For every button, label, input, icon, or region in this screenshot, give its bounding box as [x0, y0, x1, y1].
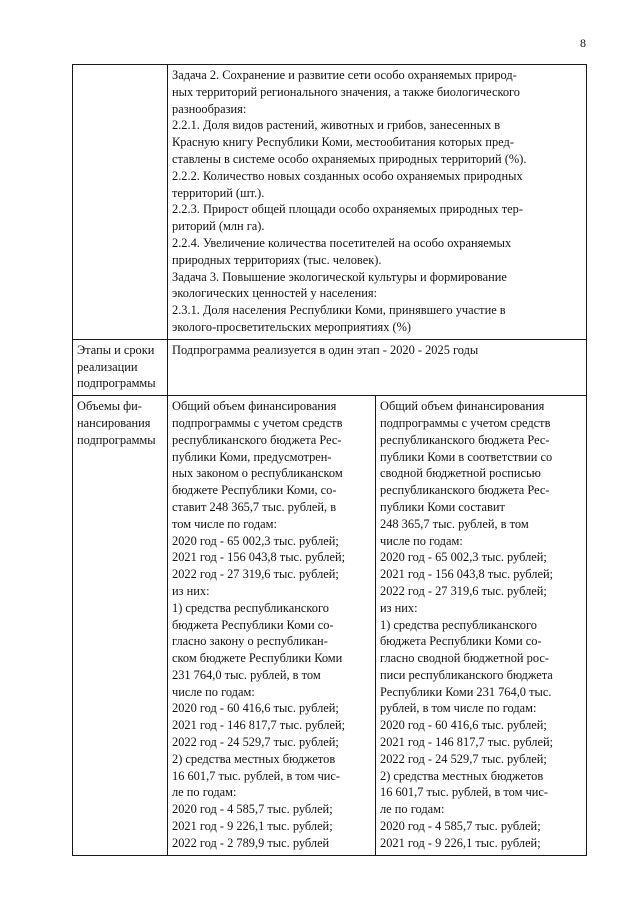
financing-budget-list-cell	[376, 396, 587, 856]
financing-law-line: ском бюджете Республики Коми	[172, 651, 343, 666]
financing-law-line: из них:	[172, 583, 210, 598]
financing-budget-line: публики Коми в соответствии со	[380, 449, 553, 464]
financing-budget-line: числе по годам:	[380, 533, 463, 548]
financing-law-line: бюджете Республики Коми, со-	[172, 483, 337, 498]
stages-label-line: Этапы и сроки	[77, 342, 155, 357]
financing-budget-line: ле по годам:	[380, 802, 445, 817]
financing-budget-line: 2021 год - 9 226,1 тыс. рублей;	[380, 835, 541, 850]
financing-law-line: 1) средства республиканского	[172, 600, 329, 615]
tasks-line: риторий (млн га).	[172, 219, 265, 234]
financing-law-line: 2022 год - 2 789,9 тыс. рублей	[172, 835, 330, 850]
tasks-line: Красную книгу Республики Коми, местообитания которых пред-	[172, 135, 514, 150]
tasks-label-cell	[73, 65, 168, 340]
financing-budget-line: из них:	[380, 600, 418, 615]
tasks-line: 2.2.1. Доля видов растений, животных и грибов, занесенных в	[172, 118, 501, 133]
financing-law-line: 2021 год - 146 817,7 тыс. рублей;	[172, 718, 346, 733]
tasks-line: 2.2.2. Количество новых созданных особо охраняемых природных	[172, 168, 523, 183]
tasks-line: природных территориях (тыс. человек).	[172, 252, 382, 267]
financing-budget-line: рублей, в том числе по годам:	[380, 701, 537, 716]
financing-law-line: 2020 год - 60 416,6 тыс. рублей;	[172, 701, 339, 716]
tasks-line: 2.2.3. Прирост общей площади особо охраняемых природных тер-	[172, 202, 523, 217]
financing-law-line: 2020 год - 65 002,3 тыс. рублей;	[172, 533, 339, 548]
financing-law-line: республиканского бюджета Рес-	[172, 432, 342, 447]
financing-label-line: Объемы фи-	[77, 399, 142, 414]
tasks-line: Задача 2. Сохранение и развитие сети особо охраняемых природ-	[172, 68, 517, 82]
financing-law-line: 2021 год - 156 043,8 тыс. рублей;	[172, 550, 346, 565]
financing-law-cell	[168, 396, 376, 856]
tasks-line: 2.2.4. Увеличение количества посетителей на особо охраняемых	[172, 235, 512, 250]
stages-value-cell	[168, 339, 587, 395]
financing-budget-line: гласно сводной бюджетной рос-	[380, 651, 549, 666]
financing-law-line: 2022 год - 27 319,6 тыс. рублей;	[172, 567, 339, 582]
financing-budget-line: республиканского бюджета Рес-	[380, 432, 550, 447]
tasks-line: экологических ценностей у населения:	[172, 286, 378, 301]
stages-label-line: реализации	[77, 359, 138, 374]
financing-law-line: 2) средства местных бюджетов	[172, 751, 336, 766]
financing-label-line: подпрограммы	[77, 432, 156, 447]
financing-budget-line: бюджета Республики Коми со-	[380, 634, 542, 649]
financing-budget-line: 2) средства местных бюджетов	[380, 768, 544, 783]
financing-law-line: том числе по годам:	[172, 516, 277, 531]
subprogram-passport-table	[72, 64, 587, 856]
stages-value: Подпрограмма реализуется в один этап - 2020 - 2025 годы	[172, 342, 479, 357]
financing-budget-line: подпрограммы с учетом средств	[380, 415, 551, 430]
tasks-row	[73, 65, 587, 340]
financing-budget-line: 1) средства республиканского	[380, 617, 537, 632]
financing-law-line: Общий объем финансирования	[172, 399, 337, 414]
financing-law-line: 2021 год - 9 226,1 тыс. рублей;	[172, 819, 333, 834]
page-number: 8	[580, 36, 586, 50]
tasks-line: Задача 3. Повышение экологической культуры и формирование	[172, 269, 507, 284]
financing-budget-line: 16 601,7 тыс. рублей, в том чис-	[380, 785, 549, 800]
financing-label-cell	[73, 396, 168, 856]
financing-budget-line: Республики Коми 231 764,0 тыс.	[380, 684, 552, 699]
tasks-line: разнообразия:	[172, 101, 247, 116]
financing-budget-line: публики Коми составит	[380, 499, 505, 514]
financing-law-line: ставит 248 365,7 тыс. рублей, в	[172, 499, 337, 514]
financing-budget-line: Общий объем финансирования	[380, 399, 545, 414]
financing-law-line: ле по годам:	[172, 785, 237, 800]
tasks-line: 2.3.1. Доля населения Республики Коми, принявшего участие в	[172, 303, 506, 318]
financing-law-line: 231 764,0 тыс. рублей, в том	[172, 667, 321, 682]
financing-budget-line: 2020 год - 65 002,3 тыс. рублей;	[380, 550, 547, 565]
tasks-cell	[168, 65, 587, 340]
financing-budget-line: 2020 год - 60 416,6 тыс. рублей;	[380, 718, 547, 733]
financing-budget-line: 248 365,7 тыс. рублей, в том	[380, 516, 529, 531]
financing-law-line: подпрограммы с учетом средств	[172, 415, 343, 430]
stages-row	[73, 339, 587, 395]
financing-label-line: нансирования	[77, 415, 151, 430]
financing-budget-line: писи республиканского бюджета	[380, 667, 553, 682]
financing-law-line: бюджета Республики Коми со-	[172, 617, 334, 632]
financing-budget-line: республиканского бюджета Рес-	[380, 483, 550, 498]
financing-budget-line: 2020 год - 4 585,7 тыс. рублей;	[380, 819, 541, 834]
financing-budget-line: 2021 год - 156 043,8 тыс. рублей;	[380, 567, 554, 582]
financing-law-line: публики Коми, предусмотрен-	[172, 449, 332, 464]
financing-budget-line: 2022 год - 27 319,6 тыс. рублей;	[380, 583, 547, 598]
financing-budget-line: 2021 год - 146 817,7 тыс. рублей;	[380, 735, 554, 750]
financing-law-line: ных законом о республиканском	[172, 466, 343, 481]
financing-law-line: гласно закону о республикан-	[172, 634, 328, 649]
stages-label-line: подпрограммы	[77, 376, 156, 391]
financing-budget-line: сводной бюджетной росписью	[380, 466, 541, 481]
tasks-line: ных территорий регионального значения, а также биологического	[172, 84, 521, 99]
financing-law-line: 16 601,7 тыс. рублей, в том чис-	[172, 768, 341, 783]
financing-law-line: 2022 год - 24 529,7 тыс. рублей;	[172, 735, 339, 750]
stages-label-cell	[73, 339, 168, 395]
financing-budget-line: 2022 год - 24 529,7 тыс. рублей;	[380, 751, 547, 766]
tasks-line: эколого-просветительских мероприятиях (%)	[172, 319, 412, 334]
financing-row	[73, 396, 587, 856]
tasks-line: ставлены в системе особо охраняемых природных территорий (%).	[172, 151, 527, 166]
tasks-line: территорий (шт.).	[172, 185, 265, 200]
financing-law-line: числе по годам:	[172, 684, 255, 699]
financing-law-line: 2020 год - 4 585,7 тыс. рублей;	[172, 802, 333, 817]
